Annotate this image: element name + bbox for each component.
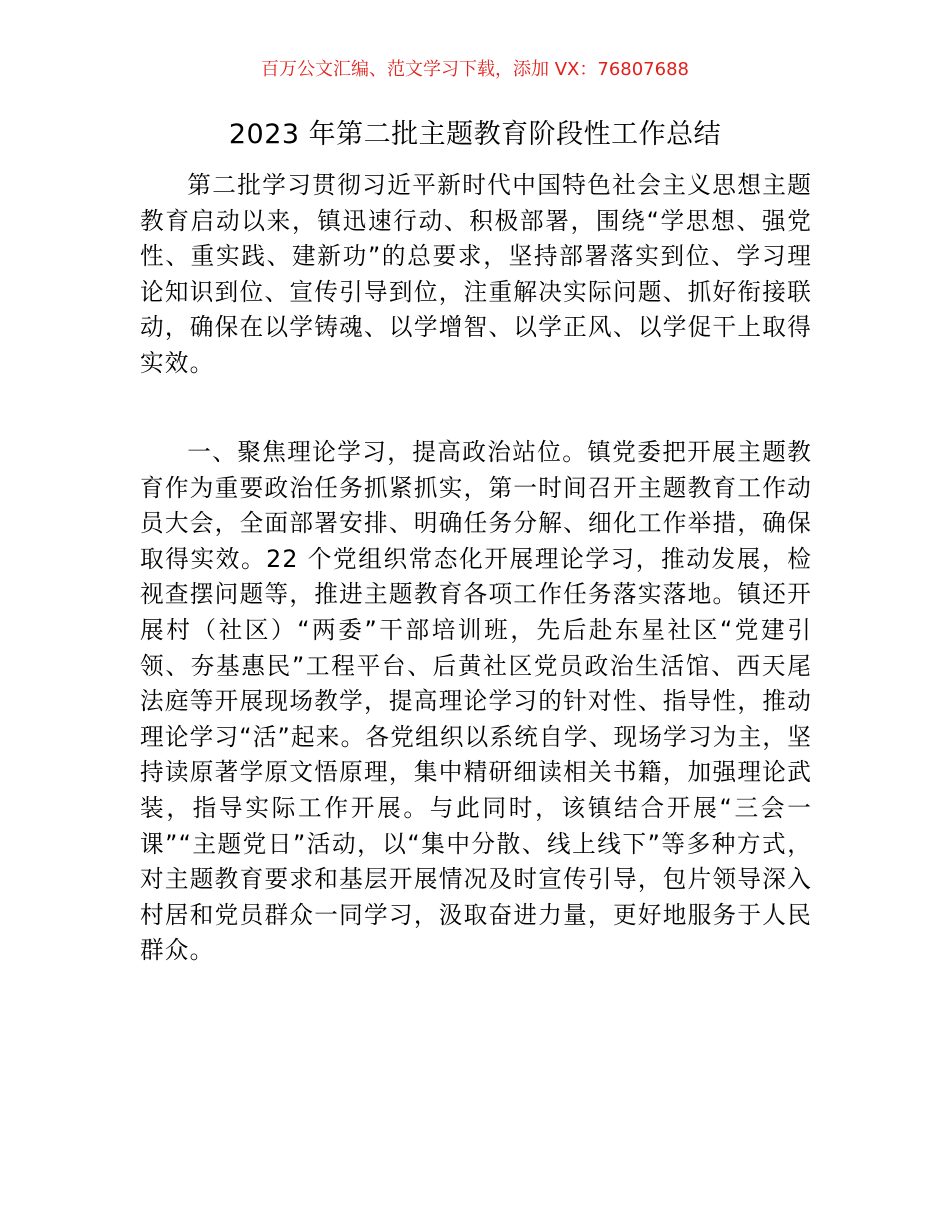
header-watermark-note: 百万公文汇编、范文学习下载，添加 VX：76807688 [261, 59, 689, 80]
paragraph-intro: 第二批学习贯彻习近平新时代中国特色社会主义思想主题教育启动以来，镇迅速行动、积极部署，围绕“学思想、强党性、重实践、建新功”的总要求，坚持部署落实到位、学习理论知识到位、宣传引导到位，注重解决实际问题、抓好衔接联动，确保在以学铸魂、以学增智、以学正风、以学促干上取得实效。 [140, 171, 812, 377]
paragraph-section-one: 一、聚焦理论学习，提高政治站位。镇党委把开展主题教育作为重要政治任务抓紧抓实，第一时间召开主题教育工作动员大会，全面部署安排、明确任务分解、细化工作举措，确保取得实效。22 个党组织常态化开展理论学习，推动发展，检视查摆问题等，推进主题教育各项工作任务落实落地。镇还开展村（社区）“两委”干部培训班，先后赴东星社区“党建引领、夯基惠民”工程平台、后黄社区党员政治生活馆、西天尾法庭等开展现场教学，提高理论学习的针对性、指导性，推动理论学习“活”起来。各党组织以系统自学、现场学习为主，坚持读原著学原文悟原理，集中精研细读相关书籍，加强理论武装，指导实际工作开展。与此同时，该镇结合开展“三会一课”“主题党日”活动，以“集中分散、线上线下”等多种方式，对主题教育要求和基层开展情况及时宣传引导，包片领导深入村居和党员群众一同学习，汲取奋进力量，更好地服务于人民群众。 [140, 438, 812, 965]
document-title: 2023 年第二批主题教育阶段性工作总结 [228, 119, 722, 150]
